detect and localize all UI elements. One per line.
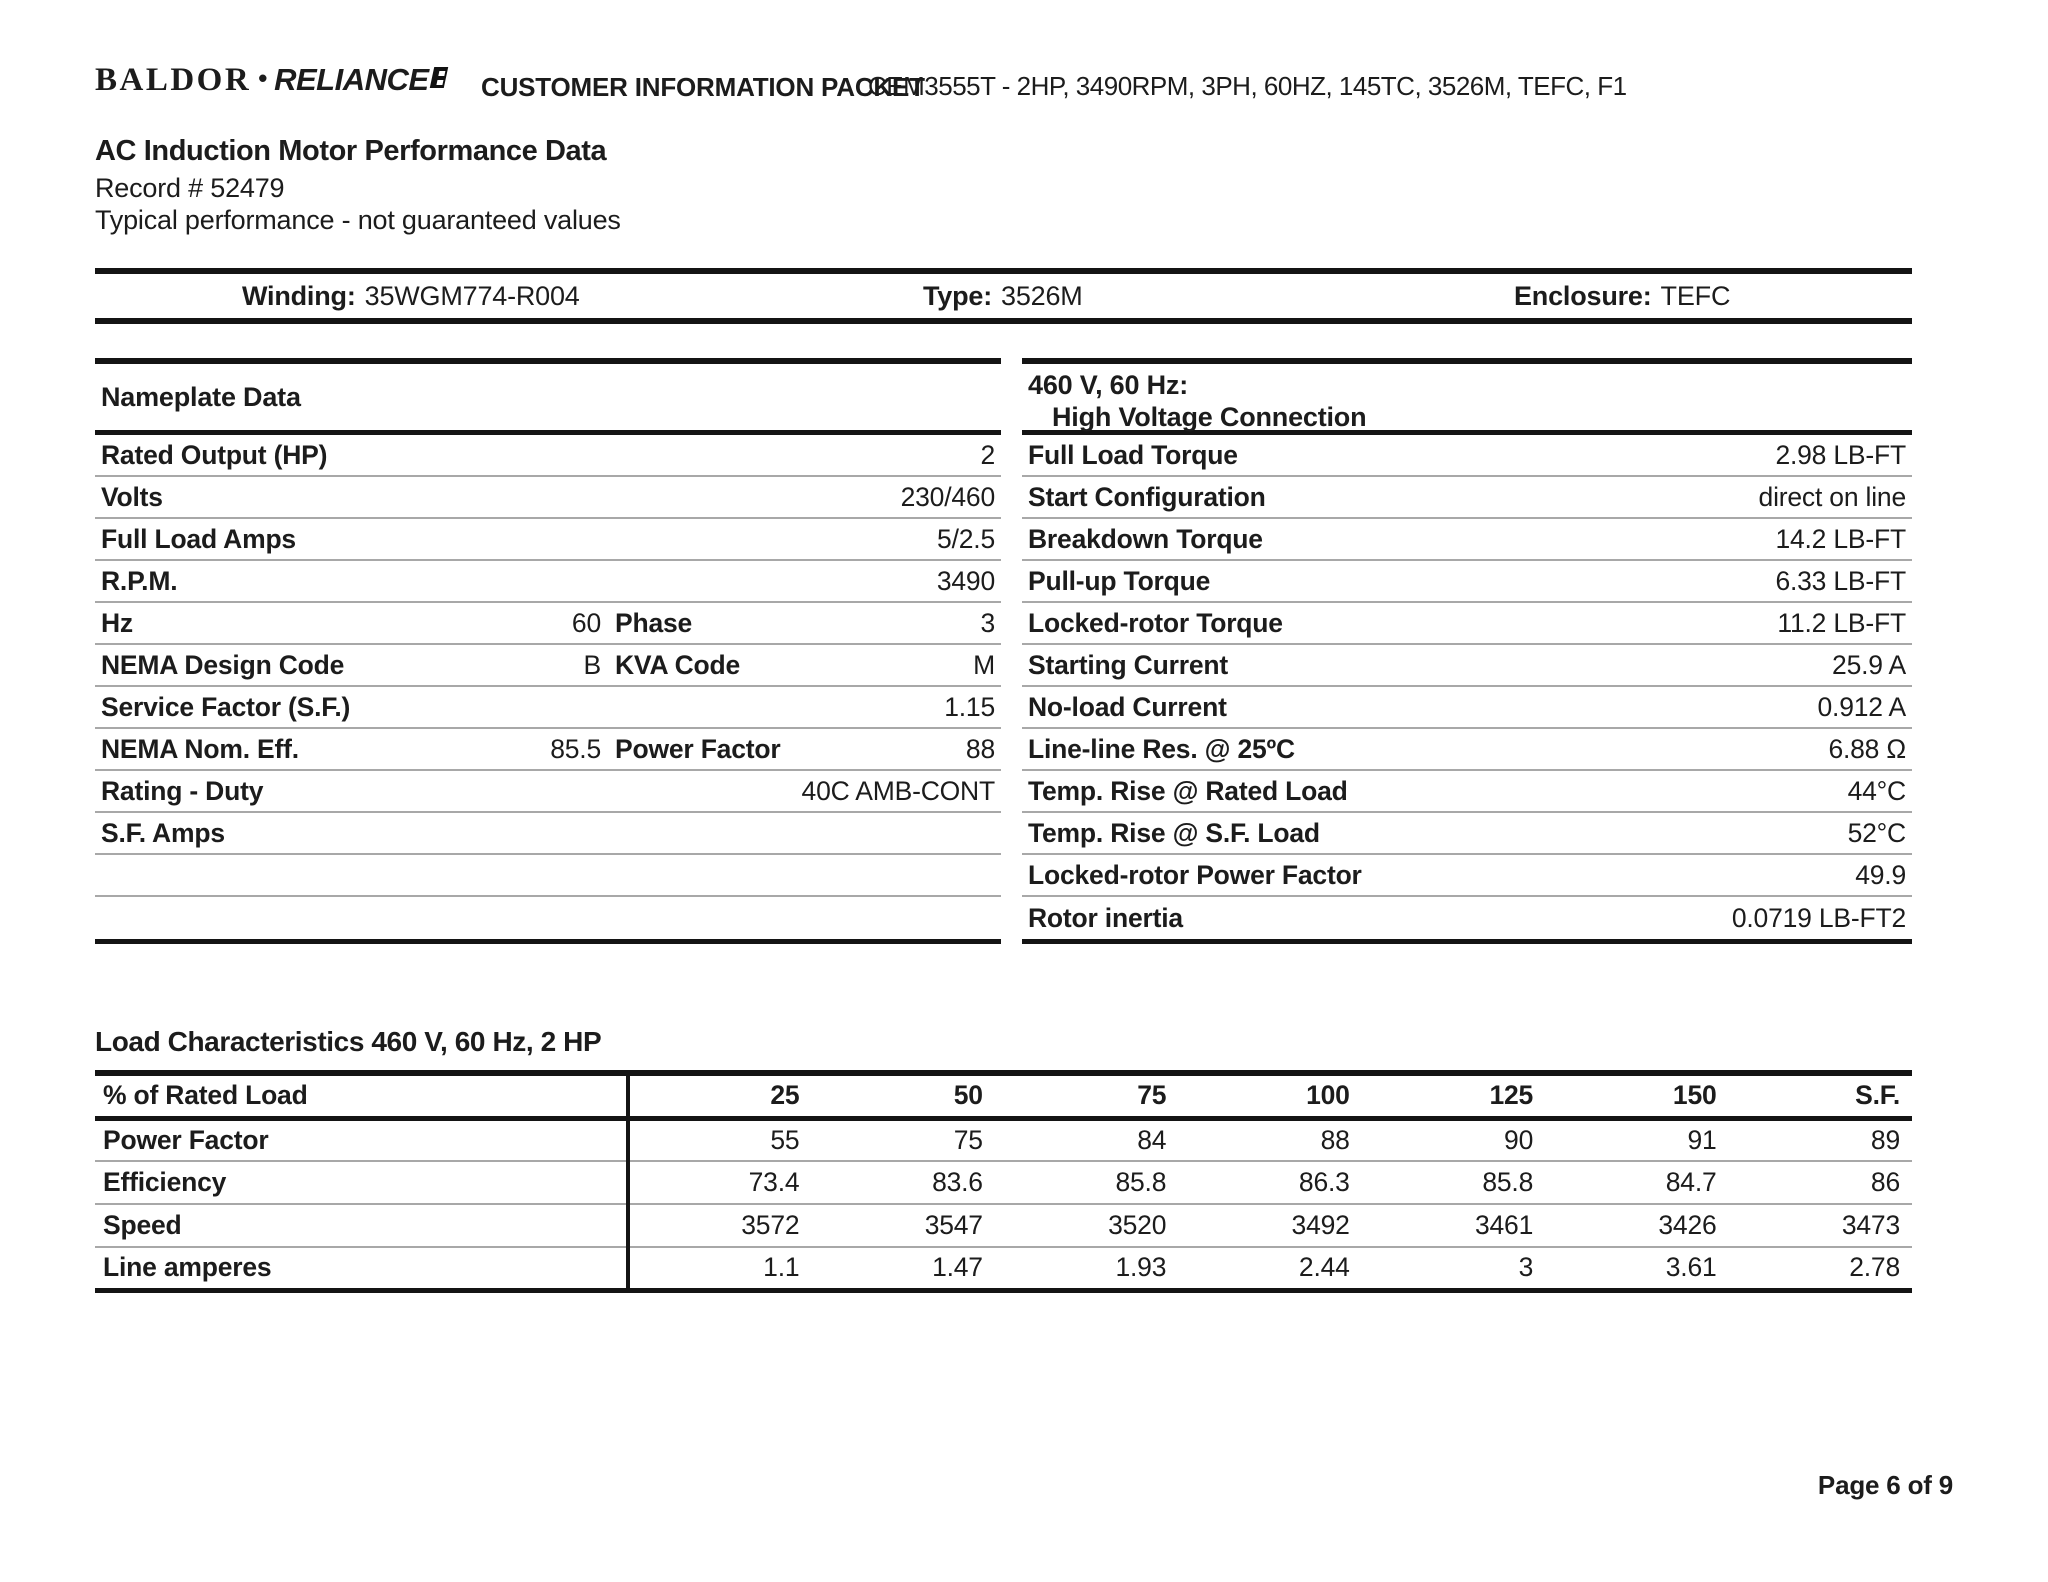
row-left-group xyxy=(101,818,601,849)
cell-value: 1.93 xyxy=(1115,1252,1167,1283)
table-row xyxy=(1022,561,1912,603)
cell-value: 88 xyxy=(1320,1124,1350,1155)
column-header: 75 xyxy=(1137,1080,1167,1111)
table-row xyxy=(95,603,1001,645)
row-left-group xyxy=(101,440,601,471)
cell-value: 75 xyxy=(953,1124,983,1155)
high-voltage-heading xyxy=(1022,364,1912,435)
row-value: 230/460 xyxy=(900,481,995,512)
row-value: 0.0719 LB-FT2 xyxy=(1731,902,1906,933)
load-characteristics-heading: Load Characteristics 460 V, 60 Hz, 2 HP xyxy=(95,1026,602,1057)
row-label: Line-line Res. @ 25ºC xyxy=(1028,733,1295,764)
column-header-label: % of Rated Load xyxy=(95,1073,628,1118)
row-left-group xyxy=(101,482,601,513)
row-left-group xyxy=(101,734,601,765)
table-row xyxy=(1022,771,1912,813)
cell-value: 86 xyxy=(1870,1167,1900,1197)
row-value: 40C AMB-CONT xyxy=(801,775,995,806)
table-row xyxy=(95,1247,1912,1290)
row-value: 5/2.5 xyxy=(937,523,995,554)
row-value: 3490 xyxy=(936,565,995,596)
row-value: 3 xyxy=(980,607,995,638)
enclosure-label: Enclosure: xyxy=(1514,281,1652,311)
performance-note: Typical performance - not guaranteed values xyxy=(95,205,621,235)
cell-value: 1.1 xyxy=(763,1252,800,1283)
cell-value: 3572 xyxy=(741,1210,800,1240)
row-value: 25.9 A xyxy=(1832,649,1906,680)
table-row xyxy=(1022,813,1912,855)
model-spec: CEM3555T - 2HP, 3490RPM, 3PH, 60HZ, 145TC, 3526M, TEFC, F1 xyxy=(868,71,1627,101)
cell-value: 85.8 xyxy=(1482,1167,1534,1197)
table-row xyxy=(95,813,1001,855)
page-number: Page 6 of 9 xyxy=(1817,1470,1953,1500)
type-field xyxy=(923,274,1083,318)
row-label: Efficiency xyxy=(95,1161,628,1204)
cell-value: 86.3 xyxy=(1298,1167,1350,1197)
row-left-group xyxy=(101,692,601,723)
nameplate-table xyxy=(95,358,1001,944)
table-row xyxy=(95,1118,1912,1161)
winding-value: 35WGM774-R004 xyxy=(364,281,580,311)
row-label: Full Load Amps xyxy=(101,523,296,554)
cell-value: 55 xyxy=(770,1124,800,1155)
cell-value: 89 xyxy=(1870,1124,1900,1155)
cell-value: 1.47 xyxy=(932,1252,983,1283)
record-number: Record # 52479 xyxy=(95,173,285,203)
table-row xyxy=(1022,897,1912,939)
column-header: 50 xyxy=(953,1080,983,1111)
load-table-header-row xyxy=(95,1073,1912,1118)
cell-value: 84.7 xyxy=(1665,1167,1717,1197)
row-label: Rated Output (HP) xyxy=(101,439,328,470)
high-voltage-rows xyxy=(1022,435,1912,944)
row-label: R.P.M. xyxy=(101,565,178,596)
row-left-group xyxy=(101,524,601,555)
row-label: Power Factor xyxy=(95,1118,628,1161)
table-row xyxy=(95,1161,1912,1204)
column-header: 100 xyxy=(1306,1080,1350,1111)
row-label: Start Configuration xyxy=(1028,481,1266,512)
row-value: 2 xyxy=(980,439,995,470)
row-label: Rating - Duty xyxy=(101,775,264,806)
table-row xyxy=(95,435,1001,477)
winding-label: Winding: xyxy=(242,281,356,311)
row-label: No-load Current xyxy=(1028,691,1227,722)
row-label: Hz xyxy=(101,607,133,638)
hv-heading-line2: High Voltage Connection xyxy=(1052,402,1367,432)
baldor-reliance-logo xyxy=(95,62,446,99)
cell-value: 3473 xyxy=(1841,1210,1900,1240)
winding-field xyxy=(242,274,580,318)
table-row xyxy=(95,897,1001,939)
table-row xyxy=(95,855,1001,897)
row-label: Temp. Rise @ S.F. Load xyxy=(1028,817,1320,848)
cell-value: 2.78 xyxy=(1849,1252,1900,1283)
row-label: NEMA Nom. Eff. xyxy=(101,733,299,764)
row-label: Rotor inertia xyxy=(1028,902,1183,933)
row-value: 52°C xyxy=(1847,817,1906,848)
winding-band xyxy=(95,268,1912,324)
cell-value: 84 xyxy=(1137,1124,1167,1155)
row-left-group xyxy=(101,608,601,639)
row-value: 6.33 LB-FT xyxy=(1775,565,1906,596)
table-row xyxy=(1022,477,1912,519)
table-row xyxy=(95,477,1001,519)
table-row xyxy=(95,561,1001,603)
logo-dot-icon: • xyxy=(258,63,268,93)
row-value: 88 xyxy=(965,733,995,764)
row-label-2: Power Factor xyxy=(615,733,781,764)
type-value: 3526M xyxy=(1001,281,1083,311)
cell-value: 2.44 xyxy=(1298,1252,1350,1283)
nameplate-rows xyxy=(95,435,1001,944)
cell-value: 83.6 xyxy=(932,1167,983,1197)
row-left-group xyxy=(101,776,601,807)
table-row xyxy=(1022,855,1912,897)
cell-value: 3.61 xyxy=(1665,1252,1717,1283)
row-label: Locked-rotor Power Factor xyxy=(1028,859,1362,890)
row-left-group xyxy=(101,566,601,597)
column-header: 25 xyxy=(770,1080,800,1111)
packet-title: CUSTOMER INFORMATION PACKET xyxy=(481,72,925,102)
row-left-group xyxy=(101,650,601,681)
cell-value: 3 xyxy=(1518,1252,1534,1283)
enclosure-value: TEFC xyxy=(1660,281,1731,311)
table-row xyxy=(1022,645,1912,687)
hv-heading-line1: 460 V, 60 Hz: xyxy=(1028,370,1189,400)
row-value: 6.88 Ω xyxy=(1828,733,1906,764)
page-title: AC Induction Motor Performance Data xyxy=(95,135,607,167)
row-value: 44°C xyxy=(1847,775,1906,806)
cell-value: 85.8 xyxy=(1115,1167,1167,1197)
row-value: 14.2 LB-FT xyxy=(1775,523,1906,554)
row-label: NEMA Design Code xyxy=(101,649,345,680)
enclosure-field xyxy=(1514,274,1730,318)
load-table-body xyxy=(95,1118,1912,1290)
row-label: Volts xyxy=(101,481,163,512)
column-header: 125 xyxy=(1489,1080,1534,1111)
table-row xyxy=(1022,687,1912,729)
row-label-2: KVA Code xyxy=(615,649,741,680)
row-label: Temp. Rise @ Rated Load xyxy=(1028,775,1348,806)
cell-value: 3547 xyxy=(924,1210,983,1240)
row-label: S.F. Amps xyxy=(101,817,225,848)
table-row xyxy=(95,1204,1912,1247)
table-row xyxy=(1022,729,1912,771)
row-mid-value: 60 xyxy=(571,607,601,638)
row-label: Speed xyxy=(95,1204,628,1247)
row-label: Locked-rotor Torque xyxy=(1028,607,1283,638)
table-row xyxy=(95,729,1001,771)
cell-value: 3426 xyxy=(1658,1210,1717,1240)
row-mid-value: 85.5 xyxy=(550,733,601,764)
row-label: Breakdown Torque xyxy=(1028,523,1263,554)
row-value: 2.98 LB-FT xyxy=(1775,439,1906,470)
table-row xyxy=(95,687,1001,729)
row-label-2: Phase xyxy=(615,607,693,638)
row-value: 1.15 xyxy=(944,691,995,722)
table-row xyxy=(95,519,1001,561)
table-row xyxy=(1022,435,1912,477)
cell-value: 73.4 xyxy=(748,1167,800,1197)
load-characteristics-table xyxy=(95,1070,1912,1293)
row-value: direct on line xyxy=(1758,481,1906,512)
row-value: M xyxy=(973,649,995,680)
row-label: Line amperes xyxy=(95,1247,628,1290)
logo-reliance-text: RELIANCE xyxy=(274,62,429,97)
cell-value: 3520 xyxy=(1108,1210,1167,1240)
row-mid-value: B xyxy=(583,649,601,680)
cell-value: 90 xyxy=(1504,1124,1534,1155)
nameplate-heading: Nameplate Data xyxy=(95,364,1001,435)
table-row xyxy=(1022,603,1912,645)
row-value: 11.2 LB-FT xyxy=(1777,607,1906,638)
table-row xyxy=(95,771,1001,813)
row-label: Pull-up Torque xyxy=(1028,565,1211,596)
logo-baldor-text: BALDOR xyxy=(95,62,252,98)
row-value: 49.9 xyxy=(1855,859,1906,890)
row-value: 0.912 A xyxy=(1817,691,1906,722)
column-header: 150 xyxy=(1672,1080,1717,1111)
cell-value: 3492 xyxy=(1291,1210,1350,1240)
row-label: Service Factor (S.F.) xyxy=(101,691,351,722)
cell-value: 91 xyxy=(1687,1124,1717,1155)
table-row xyxy=(1022,519,1912,561)
high-voltage-table xyxy=(1022,358,1912,944)
row-label: Starting Current xyxy=(1028,649,1228,680)
column-header: S.F. xyxy=(1855,1080,1900,1111)
baldor-mark-icon xyxy=(429,67,447,88)
cell-value: 3461 xyxy=(1474,1210,1534,1240)
table-row xyxy=(95,645,1001,687)
type-label: Type: xyxy=(923,281,993,311)
row-label: Full Load Torque xyxy=(1028,439,1238,470)
